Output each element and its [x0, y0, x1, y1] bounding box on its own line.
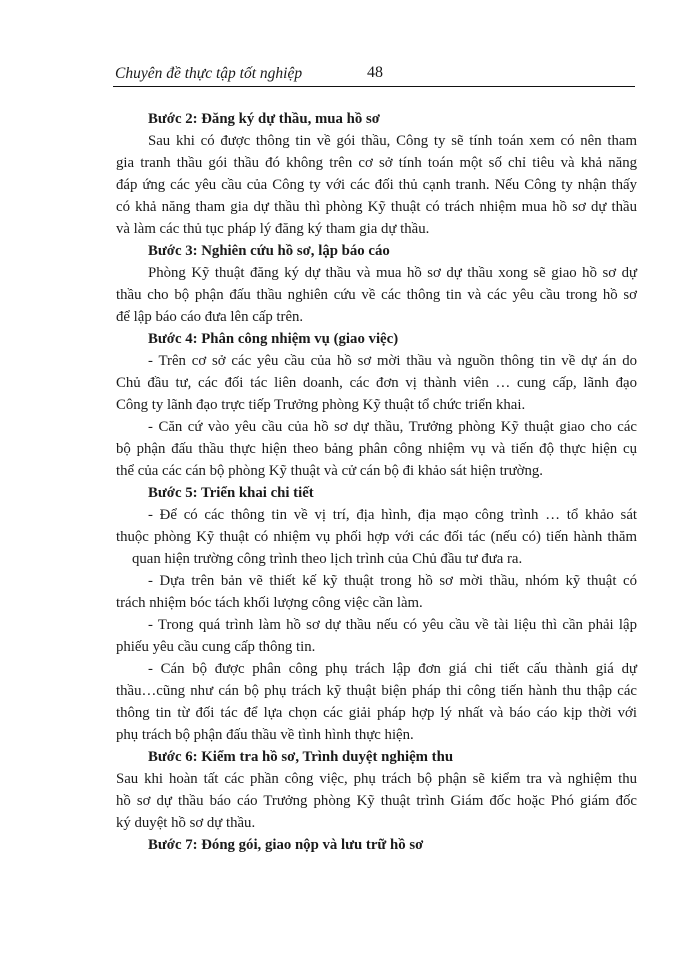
- step-heading: Bước 2: Đăng ký dự thầu, mua hồ sơ: [148, 111, 380, 127]
- page-header: [115, 64, 635, 88]
- text-line: hồ sơ dự thầu báo cáo Trưởng phòng Kỹ thuật trình Giám đốc hoặc Phó giám đốc: [116, 793, 637, 809]
- text-line: thể của các cán bộ phòng Kỹ thuật và cử cán bộ đi khảo sát hiện trường.: [116, 463, 543, 479]
- step-heading: Bước 3: Nghiên cứu hồ sơ, lập báo cáo: [148, 243, 390, 259]
- text-line: và làm các thủ tục pháp lý đăng ký tham gia dự thầu.: [116, 221, 430, 237]
- text-line: - Để có các thông tin về vị trí, địa hình, địa mạo công trình … tổ khảo sát: [148, 507, 637, 523]
- text-line: Sau khi có được thông tin về gói thầu, Công ty sẽ tính toán xem có nên tham: [148, 133, 637, 149]
- text-line: bộ phận đấu thầu thực hiện theo bảng phân công nhiệm vụ và tiến độ thực hiện cụ: [116, 441, 637, 457]
- text-line: ký duyệt hồ sơ dự thầu.: [116, 815, 256, 831]
- text-line: - Cán bộ được phân công phụ trách lập đơn giá chi tiết cấu thành giá dự: [148, 661, 637, 677]
- header-rule: [113, 86, 635, 87]
- text-line: thông tin từ đối tác để lựa chọn các giải pháp hợp lý nhất và báo cáo kịp thời với: [116, 705, 637, 721]
- text-line: phụ trách bộ phận đấu thầu về tình hình thực hiện.: [116, 727, 414, 743]
- step-heading: Bước 5: Triển khai chi tiết: [148, 485, 314, 501]
- text-line: quan hiện trường công trình theo lịch trình của Chủ đầu tư đưa ra.: [132, 551, 523, 567]
- text-line: Sau khi hoàn tất các phần công việc, phụ trách bộ phận sẽ kiểm tra và nghiệm thu: [116, 771, 637, 787]
- text-line: - Căn cứ vào yêu cầu của hồ sơ dự thầu, Trưởng phòng Kỹ thuật giao cho các: [148, 419, 637, 435]
- step-heading: Bước 4: Phân công nhiệm vụ (giao việc): [148, 331, 399, 347]
- text-line: Phòng Kỹ thuật đăng ký dự thầu và mua hồ sơ dự thầu xong sẽ giao hồ sơ dự: [148, 265, 637, 281]
- text-line: thầu cho bộ phận đấu thầu nghiên cứu về các thông tin và các yêu cầu trong hồ sơ: [116, 287, 637, 303]
- page-number: 48: [367, 64, 383, 81]
- text-line: thầu…cũng như cán bộ phụ trách kỹ thuật biện pháp thi công tiến hành thu thập các: [116, 683, 637, 699]
- text-line: đáp ứng các yêu cầu của Công ty với các đối thủ cạnh tranh. Nếu Công ty nhận thấy: [116, 177, 637, 193]
- text-line: thuộc phòng Kỹ thuật có nhiệm vụ phối hợp với các đối tác (nếu có) tiến hành thăm: [116, 529, 637, 545]
- text-line: - Trên cơ sở các yêu cầu của hồ sơ mời thầu và nguồn thông tin về dự án do: [148, 353, 637, 369]
- text-line: có khả năng tham gia dự thầu thì phòng Kỹ thuật có trách nhiệm mua hồ sơ dự thầu: [116, 199, 637, 215]
- text-line: Công ty lãnh đạo trực tiếp Trưởng phòng Kỹ thuật tổ chức triển khai.: [116, 397, 526, 413]
- text-line: Chủ đầu tư, các đối tác liên doanh, các đơn vị thành viên … cung cấp, lãnh đạo: [116, 375, 637, 391]
- header-title: Chuyên đề thực tập tốt nghiệp: [115, 65, 303, 82]
- document-body: [116, 108, 637, 856]
- text-line: - Trong quá trình làm hồ sơ dự thầu nếu có yêu cầu về tài liệu thì cần phải lập: [148, 617, 637, 633]
- text-line: gia tranh thầu gói thầu đó không trên cơ sở tính toán một số chỉ tiêu và khả năng: [116, 155, 637, 171]
- text-line: trách nhiệm bóc tách khối lượng công việc cần làm.: [116, 595, 423, 611]
- step-heading: Bước 7: Đóng gói, giao nộp và lưu trữ hồ sơ: [148, 837, 424, 853]
- step-heading: Bước 6: Kiểm tra hồ sơ, Trình duyệt nghiệm thu: [148, 749, 454, 765]
- text-line: - Dựa trên bản vẽ thiết kế kỹ thuật trong hồ sơ mời thầu, nhóm kỹ thuật có: [148, 573, 637, 589]
- text-line: để lập báo cáo đưa lên cấp trên.: [116, 309, 304, 325]
- text-line: phiếu yêu cầu cung cấp thông tin.: [116, 639, 316, 655]
